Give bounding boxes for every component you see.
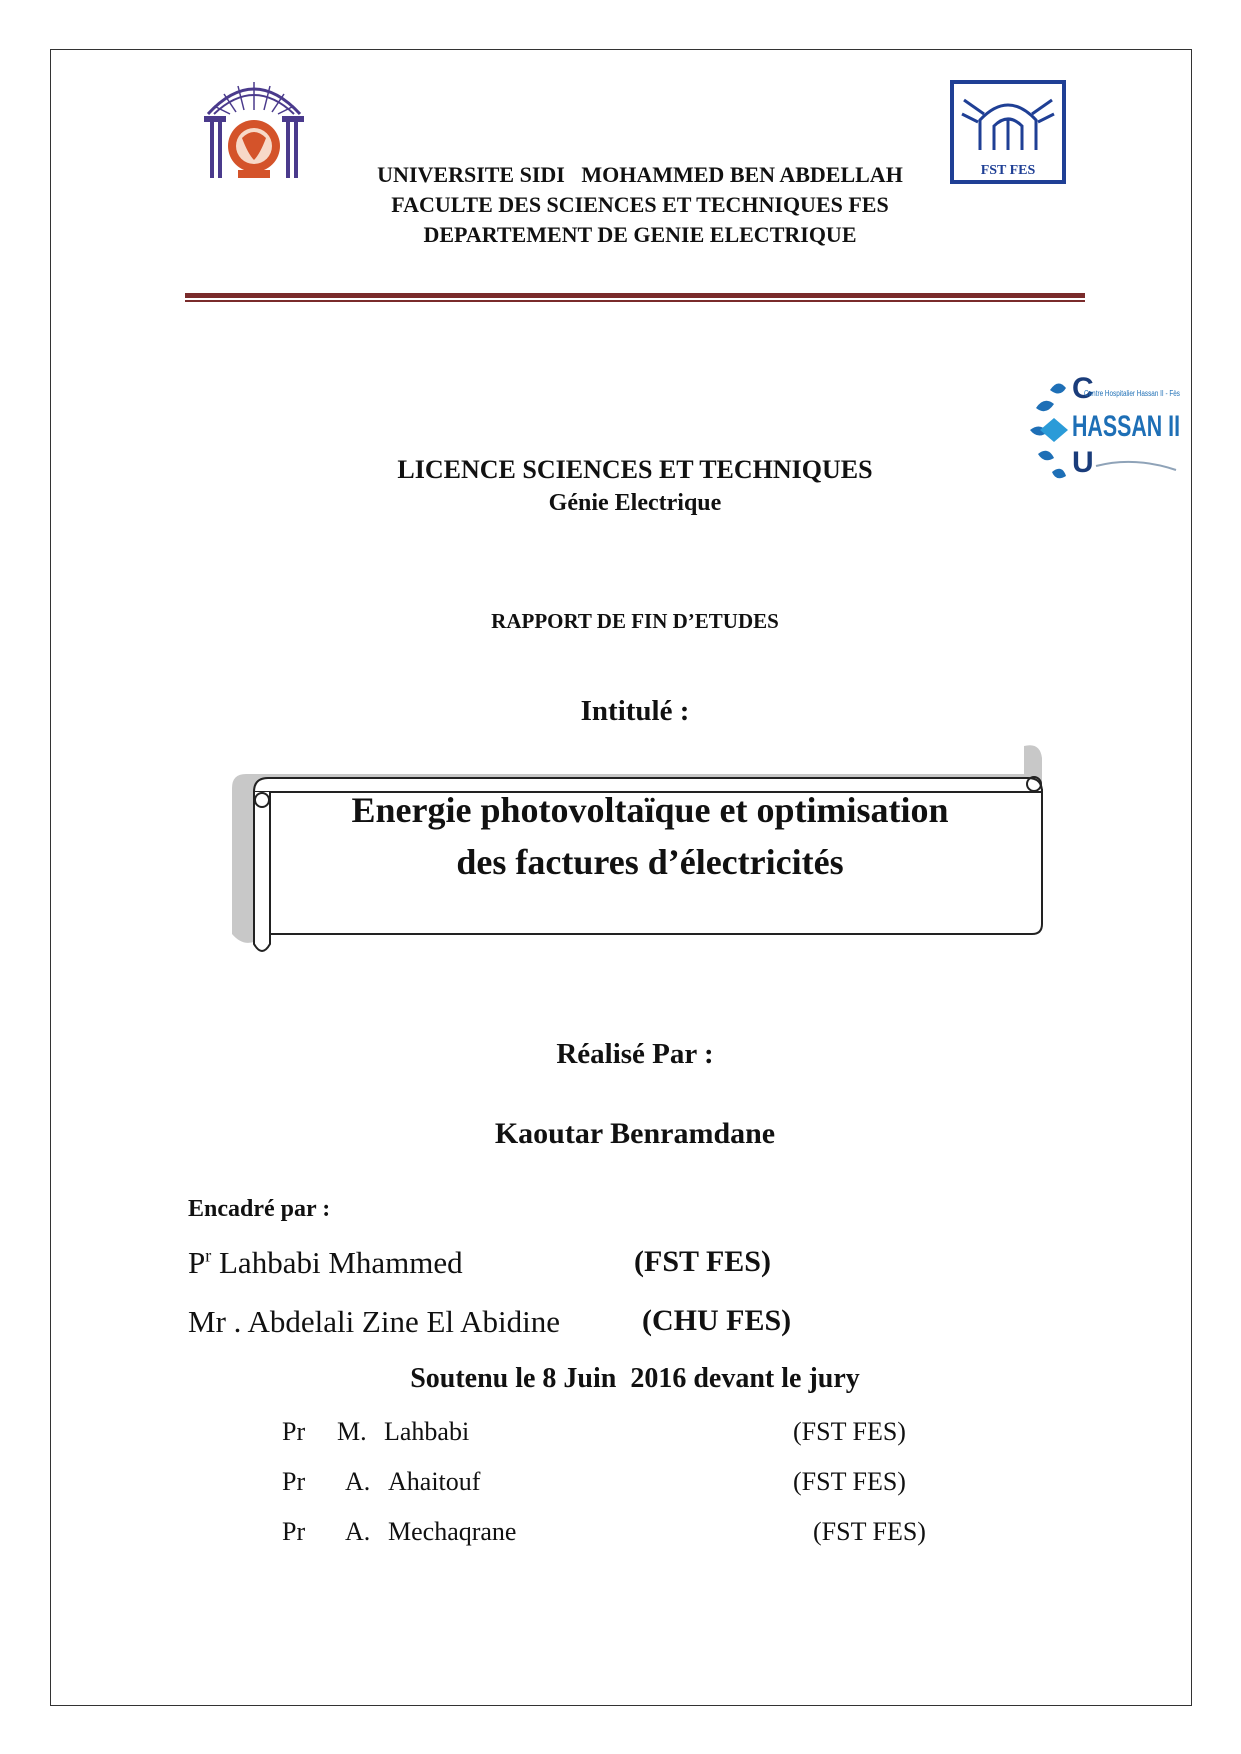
report-title: [300, 784, 1000, 888]
chu-emblem-icon: [1030, 383, 1068, 478]
jury-title: Pr: [282, 1417, 306, 1446]
author-name: Kaoutar Benramdane: [494, 1117, 776, 1150]
jury-initial: A.: [345, 1467, 371, 1496]
report-title-line-2: des factures d’électricités: [456, 842, 844, 882]
supervisor-affiliation: (FST FES): [634, 1245, 771, 1278]
supervisor-affiliation: (CHU FES): [642, 1304, 792, 1337]
supervisor-row: [188, 1245, 463, 1281]
jury-member: [282, 1467, 982, 1501]
jury-initial: M.: [337, 1417, 367, 1446]
jury-title: Pr: [282, 1467, 306, 1496]
supervisor-name: Lahbabi Mhammed: [211, 1245, 463, 1280]
chu-name: HASSAN II: [1072, 410, 1180, 443]
realise-label: Réalisé Par :: [556, 1038, 714, 1070]
degree-title: LICENCE SCIENCES ET TECHNIQUES: [397, 455, 873, 484]
institution-header: [330, 160, 950, 250]
supervisor-row: [188, 1304, 560, 1340]
department-name: DEPARTEMENT DE GENIE ELECTRIQUE: [423, 222, 857, 247]
title-label: Intitulé :: [580, 695, 690, 727]
report-type: RAPPORT DE FIN D’ETUDES: [491, 609, 779, 633]
fst-logo-text: FST FES: [980, 163, 1036, 178]
chu-letter-c: C: [1072, 372, 1094, 405]
university-emblem-icon: [204, 82, 304, 178]
defense-statement: Soutenu le 8 Juin 2016 devant le jury: [410, 1363, 860, 1394]
jury-affiliation: (FST FES): [793, 1467, 906, 1496]
jury-affiliation: (FST FES): [793, 1417, 906, 1446]
specialty: Génie Electrique: [548, 490, 722, 516]
supervisor-title-sup: r: [205, 1245, 212, 1266]
chu-logo: [1024, 368, 1184, 488]
supervisor-title: Mr .: [188, 1304, 248, 1339]
fst-logo: [950, 80, 1066, 184]
jury-affiliation: (FST FES): [813, 1517, 926, 1546]
supervisor-name: Abdelali Zine El Abidine: [247, 1304, 560, 1339]
jury-name: Mechaqrane: [388, 1517, 517, 1546]
university-name: UNIVERSITE SIDI MOHAMMED BEN ABDELLAH: [377, 162, 903, 187]
jury-member: [282, 1417, 982, 1451]
jury-name: Lahbabi: [384, 1417, 470, 1446]
report-title-line-1: Energie photovoltaïque et optimisation: [351, 790, 949, 830]
chu-letter-u: U: [1072, 446, 1094, 479]
jury-member: [282, 1517, 982, 1551]
faculty-name: FACULTE DES SCIENCES ET TECHNIQUES FES: [391, 192, 889, 217]
supervisor-title: P: [188, 1245, 206, 1280]
university-logo: [198, 74, 310, 186]
jury-name: Ahaitouf: [388, 1467, 481, 1496]
header-rule-thin: [185, 300, 1085, 302]
jury-title: Pr: [282, 1517, 306, 1546]
supervision-label: Encadré par :: [188, 1196, 331, 1222]
chu-subtitle: Centre Hospitalier Hassan II - Fès: [1084, 389, 1180, 398]
jury-initial: A.: [345, 1517, 371, 1546]
header-rule-thick: [185, 293, 1085, 298]
